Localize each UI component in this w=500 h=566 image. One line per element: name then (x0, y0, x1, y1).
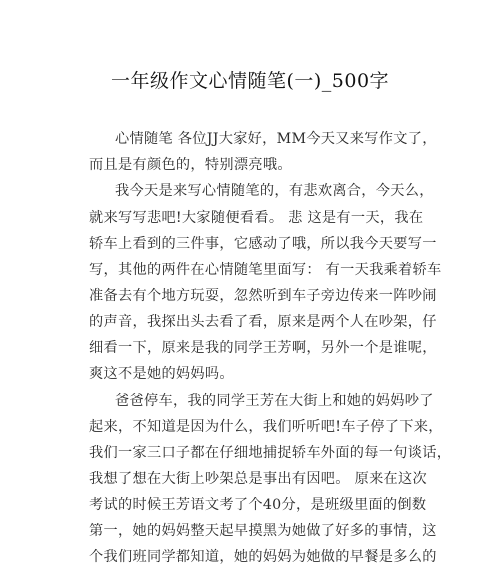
paragraph-line: 的声音，我探出头去看了看，原来是两个人在吵架，仔 (89, 314, 437, 330)
paragraph-line: 细看一下，原来是我的同学王芳啊，另外一个是谁呢， (89, 340, 437, 356)
paragraph-line: 爸爸停车，我的同学王芳在大街上和她的妈妈吵了 (115, 393, 434, 409)
paragraph-line: 爽这不是她的妈妈吗。 (89, 366, 234, 382)
paragraph-line: 个我们班同学都知道，她的妈妈为她做的早餐是多么的 (89, 549, 437, 565)
paragraph-line: 第一，她的妈妈整天起早摸黑为她做了好多的事情，这 (89, 523, 437, 539)
paragraph-line: 准备去有个地方玩耍，忽然听到车子旁边传来一阵吵闹 (89, 288, 437, 304)
paragraph-line: 而且是有颜色的，特别漂亮哦。 (89, 157, 292, 173)
paragraph-line: 起来，不知道是因为什么，我们听听吧!车子停了下来， (89, 419, 443, 435)
paragraph-line: 考试的时候王芳语文考了个40分，是班级里面的倒数 (89, 497, 427, 513)
paragraph-line: 我们一家三口子都在仔细地捕捉轿车外面的每一句谈话， (89, 445, 452, 461)
paragraph-line: 我今天是来写心情随笔的，有悲欢离合，今天么， (115, 183, 434, 199)
paragraph-line: 轿车上看到的三件事，它感动了哦，所以我今天要写一 (89, 236, 437, 252)
paragraph-line: 写，其他的两件在心情随笔里面写： 有一天我乘着轿车 (89, 262, 442, 278)
paragraph-line: 心情随笔 各位JJ大家好，MM今天又来写作文了， (115, 131, 437, 147)
document-title: 一年级作文心情随笔(一)_500字 (110, 70, 390, 92)
paragraph-line: 我想了想在大街上吵架总是事出有因吧。 原来在这次 (89, 471, 428, 487)
paragraph-line: 就来写写悲吧!大家随便看看。 悲 这是有一天，我在 (89, 210, 424, 226)
